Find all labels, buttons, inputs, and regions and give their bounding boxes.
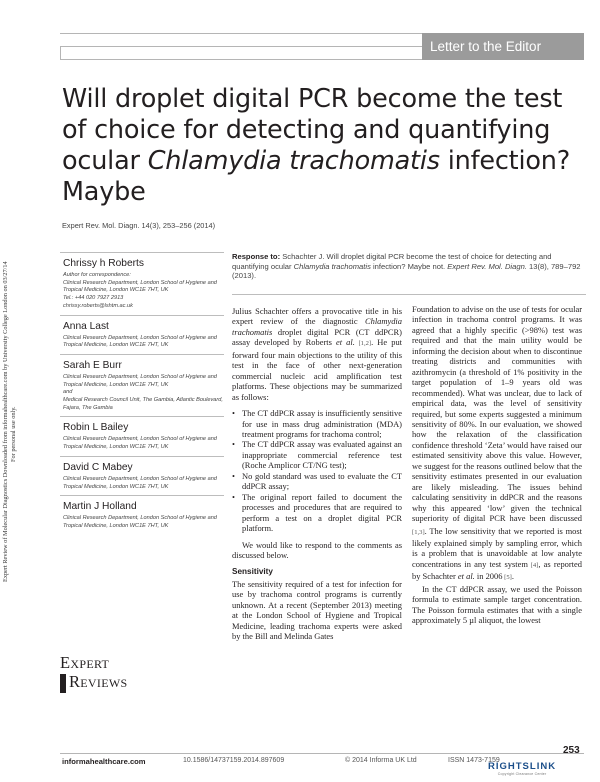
- reference: [4]: [527, 561, 539, 569]
- text: .: [511, 571, 514, 582]
- affiliation-line: and: [63, 389, 73, 396]
- affiliation-line: Tel.: +44 020 7927 2913: [63, 295, 124, 302]
- citation-details: 14(3), 253–256 (2014): [139, 221, 216, 230]
- text: droplet digital PCR (CT ddPCR) assay developed by Roberts: [232, 326, 402, 348]
- author-block: [60, 456, 224, 495]
- title-text: Will droplet digital PCR become the test of choice for detecting and quantifying ocular: [62, 84, 563, 176]
- author-block: [60, 315, 224, 354]
- author-block: [60, 354, 224, 417]
- affiliation-line: Clinical Research Department, London School of Hygiene and Tropical Medicine, London WC1E 7HT, UK: [63, 373, 217, 388]
- reference: [1,3]: [412, 528, 425, 536]
- response-label: Response to:: [232, 252, 281, 261]
- affiliation-line[interactable]: chrissy.roberts@lshtm.ac.uk: [63, 302, 133, 309]
- title-text: infection? Maybe: [62, 146, 571, 207]
- text: Julius Schachter offers a provocative title in his expert review of the diagnostic: [232, 306, 402, 327]
- affiliation-line: Clinical Research Department, London School of Hygiene and Tropical Medicine, London WC1E 7HT, UK: [63, 436, 217, 451]
- footer-rule: [60, 753, 584, 754]
- intro-paragraph: [232, 306, 402, 402]
- response-species: Chlamydia trachomatis: [293, 261, 371, 271]
- text: , as reported by Schachter: [412, 558, 582, 582]
- logo-bar: [60, 674, 66, 693]
- footer-website-link[interactable]: informahealthcare.com: [62, 757, 146, 766]
- author-block: [60, 416, 224, 455]
- author-name: Anna Last: [63, 320, 109, 332]
- author-affiliation: [63, 374, 224, 413]
- citation-journal: Expert Rev. Mol. Diagn.: [62, 221, 140, 230]
- author-block: [60, 252, 224, 315]
- logo-line1: Expert: [60, 653, 110, 672]
- response-to: [232, 252, 586, 281]
- response-rule: [232, 294, 586, 295]
- article-title: [62, 84, 582, 208]
- response-journal: Expert Rev. Mol. Diagn.: [447, 261, 527, 271]
- article-citation: [62, 221, 215, 230]
- respond-paragraph: We would like to respond to the comments as discussed below.: [232, 539, 402, 560]
- affiliation-line: Medical Research Council Unit, The Gambia, Atlantic Boulevard, Fajara, The Gambia: [63, 397, 223, 411]
- affiliation-line: Author for correspondence:: [63, 272, 131, 278]
- affiliation-line: Clinical Research Department, London School of Hygiene and Tropical Medicine, London WC1E 7HT, UK: [63, 515, 217, 529]
- logo-line2: Reviews: [69, 672, 128, 691]
- response-text: infection? Maybe not.: [370, 261, 448, 271]
- sensitivity-paragraph: The sensitivity required of a test for infection for use by trachoma control programs is currently unknown. At a recent (September 2013) meeting at the London School of Hygiene and Tropical Medicine, leading trachoma experts were asked by the Bill and Melinda Gates: [232, 578, 402, 642]
- response-text: 13(8), 789–792 (2013).: [232, 261, 581, 281]
- footer-issn: ISSN 1473-7159: [448, 757, 500, 764]
- expert-reviews-logo: [60, 653, 146, 693]
- et-al: et al.: [335, 337, 355, 348]
- download-notice-line: Expert Review of Molecular Diagnostics Downloaded from informahealthcare.com by University College London on 03/27/14: [2, 261, 9, 582]
- author-affiliation: [63, 476, 224, 491]
- page-number: 253: [563, 745, 580, 756]
- objection-list: [232, 408, 402, 533]
- author-name: Martin J Holland: [63, 501, 137, 513]
- body-column-left: [232, 306, 402, 642]
- objection-item: • The original report failed to document the processes and procedures that are required to perform a test on a droplet digital PCR platform.: [232, 492, 402, 534]
- sensitivity-paragraph-cont: [412, 304, 582, 584]
- text: Foundation to advise on the use of tests for ocular infection in trachoma control programs. It was agreed that a highly specific (>98%) test was required and that the main utility would be informing the decision about when to discontinue treating districts and communities with azithromycin (a threshold of 1% positivity in the target population of 1–9 years old was recommended). What was unclear, due to lack of empirical data, was the level of sensitivity required, but some experts suggested a minimum sensitivity of 80%. In our evaluation, we showed how the relaxation of the classification confidence threshold ‘Zeta’ would have raised our estimated sensitivity above this value. However, we suggest for the reasons outlined below that the sensitivity estimates presented in our evaluation are likely misleading. The issues behind calculating sensitivity in ddPCR and the reasons why this appeared ‘low’ given the technical superiority of digital PCR have been discussed: [412, 304, 582, 524]
- affiliation-line: Clinical Research Department, London School of Hygiene and Tropical Medicine, London WC1E 7HT, UK: [63, 334, 217, 349]
- reference: [1,2]: [354, 340, 372, 348]
- author-affiliation: [63, 436, 224, 451]
- affiliation-line: Clinical Research Department, London School of Hygiene and Tropical Medicine, London WC1E 7HT, UK: [63, 475, 217, 490]
- response-text: Schachter J. Will droplet digital PCR become the test of choice for detecting and quantifying ocular: [232, 252, 552, 271]
- text: in 2006: [474, 571, 503, 582]
- author-name: Robin L Bailey: [63, 422, 129, 434]
- author-name: Chrissy h Roberts: [63, 258, 144, 269]
- text: . The low sensitivity that we reported is most likely explained simply by sampling error, which is a problem that is unavoidable at low analyte concentrations in any test system: [412, 525, 582, 569]
- species: Chlamydia trachomatis: [232, 316, 402, 337]
- poisson-paragraph: In the CT ddPCR assay, we used the Poisson formula to estimate sample target concentration. The Poisson formula estimates that with a single approximately 5 µl aliquot, the lowest: [412, 583, 582, 626]
- title-species: Chlamydia trachomatis: [147, 146, 440, 176]
- body-column-right: [412, 304, 582, 626]
- author-affiliation: [63, 272, 224, 311]
- et-al: et al.: [457, 571, 475, 582]
- author-name: David C Mabey: [63, 461, 133, 473]
- author-block: [60, 495, 224, 534]
- rightslink-logo[interactable]: [488, 761, 556, 776]
- affiliation-line: Clinical Research Department, London School of Hygiene and Tropical Medicine, London WC1E 7HT, UK: [63, 279, 217, 294]
- author-list: [60, 252, 224, 535]
- author-affiliation: [63, 335, 224, 350]
- rightslink-subtitle: Copyright Clearance Center: [497, 772, 547, 776]
- objection-item: • The CT ddPCR assay is insufficiently sensitive for use in mass drug administration (MDA) treatment programs for trachoma control;: [232, 408, 402, 439]
- download-notice-line: For personal use only.: [10, 406, 18, 462]
- section-heading: Sensitivity: [232, 567, 273, 577]
- footer-doi: 10.1586/14737159.2014.897609: [183, 757, 285, 764]
- author-name: Sarah E Burr: [63, 359, 122, 371]
- rightslink-text: RIGHTSLINK: [488, 761, 557, 772]
- download-notice: [2, 198, 18, 582]
- reference: [5]: [502, 574, 512, 582]
- footer-copyright: © 2014 Informa UK Ltd: [345, 757, 417, 764]
- header-frame: [60, 46, 422, 60]
- section-label: Letter to the Editor: [422, 33, 584, 60]
- objection-item: • The CT ddPCR assay was evaluated against an inappropriate commercial reference test (Roche Amplicor CT/NG test);: [232, 439, 402, 470]
- objection-item: • No gold standard was used to evaluate the CT ddPCR assay;: [232, 471, 402, 492]
- author-affiliation: [63, 515, 224, 530]
- text: . He put forward four main objections to the utility of this test in the face of other next-generation commercial nucleic acid amplification test platforms. These objections may be summarized as follows:: [232, 337, 403, 402]
